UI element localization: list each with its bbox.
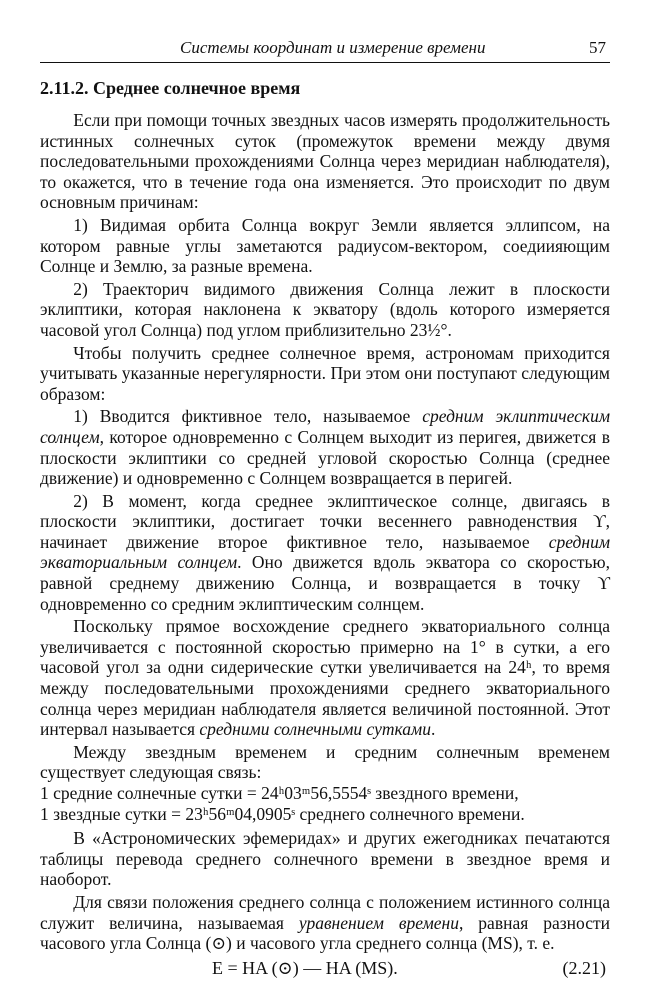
relation-formula-2: 1 звездные сутки = 23ʰ56ᵐ04,0905ˢ среднего солнечного времени. [40, 803, 525, 824]
term-mean-ecliptic-sun: средним эклиптическим солнцем [40, 406, 610, 447]
step-1-text-b: , которое одновременно с Солнцем выходит из перигея, движется в плоскости эклиптики со средней угловой скоростью Солнца (среднее движение) и одновременно с Солнцем возвращается в перигей. [40, 426, 610, 489]
paragraph-reason-1: 1) Видимая орбита Солнца вокруг Земли является эллипсом, на котором равные углы заметаются радиусом-вектором, соедиияющим Солнце и Землю, за разные времена. [40, 214, 610, 277]
paragraph-equation-of-time [40, 892, 610, 954]
paragraph-step-1 [40, 406, 610, 488]
paragraph-method: Чтобы получить среднее солнечное время, астрономам приходится учитывать указанные нерегулярности. При этом они поступают следующим образом: [40, 342, 610, 404]
mean-day-text-b: . [430, 719, 436, 740]
paragraph-intro: Если при помощи точных звездных часов измерять продолжительность истинных солнечных суток (промежуток времени между двумя последовательными прохождениями Солнца через меридиан наблюдателя), то окажется, что в течение года она изменяется. Это происходит по двум основным причинам: [40, 110, 610, 213]
equation-formula: E = HA (⊙) — HA (MS). [212, 957, 398, 978]
relation-formula-1: 1 средние солнечные сутки = 24ʰ03ᵐ56,5554ˢ звездного времени, [40, 783, 519, 803]
paragraph-reason-2: 2) Траекторич видимого движения Солнца лежит в плоскости эклиптики, которая наклонена к экватору (вдоль которого измеряется часовой угол Солнца) под углом приблизительно 23½°. [40, 278, 610, 340]
paragraph-ephemerides: В «Астрономических эфемеридах» и других ежегодниках печатаются таблицы перевода среднего солнечного времени в звездное время и наоборот. [40, 828, 610, 890]
paragraph-mean-solar-day [40, 616, 610, 740]
mean-day-text-a: Поскольку прямое восхождение среднего экваториального солнца увеличивается с постоянной скоростью примерно на 1° в сутки, а его часовой угол за одни сидерические сутки увеличивается на 24ʰ, то время между последовательными прохождениями среднего экваториального солнца через меридиан наблюдателя является величиной постоянной. Этот интервал называется [40, 616, 610, 740]
term-mean-equatorial-sun: средним экваториальным солнцем [40, 531, 610, 573]
page-number: 57 [589, 38, 606, 57]
section-heading: 2.11.2. Среднее солнечное время [40, 78, 301, 98]
paragraph-step-2 [40, 491, 610, 615]
equation-line [40, 956, 610, 982]
step-2-text-a: 2) В момент, когда среднее эклиптическое солнце, двигаясь в плоскости эклиптики, достигает точки весеннего равноденствия ϒ, начинает движение второе фиктивное тело, называемое [40, 490, 610, 552]
term-equation-of-time: уравнением времени [298, 912, 459, 933]
running-head [40, 36, 610, 63]
equation-number: (2.21) [562, 957, 606, 978]
step-2-text-b: . Оно движется вдоль экватора со скоростью, равной среднему движению Солнца, и возвращается в точку ϒ одновременно со средним эклиптическим солнцем. [40, 552, 610, 614]
step-1-text-a: 1) Вводится фиктивное тело, называемое [73, 406, 423, 427]
body-text [40, 110, 610, 982]
eot-text-b: , равная разности часового угла Солнца (⊙) и часового угла среднего солнца (MS), т. е. [40, 912, 611, 954]
eot-text-a: Для связи положения среднего солнца с положением истинного солнца служит величина, называемая [40, 891, 610, 933]
term-mean-solar-days: средними солнечными сутками [199, 719, 431, 740]
paragraph-relation: Между звездным временем и средним солнечным временем существует следующая связь: [40, 741, 610, 783]
running-title: Системы координат и измерение времени [180, 38, 486, 57]
